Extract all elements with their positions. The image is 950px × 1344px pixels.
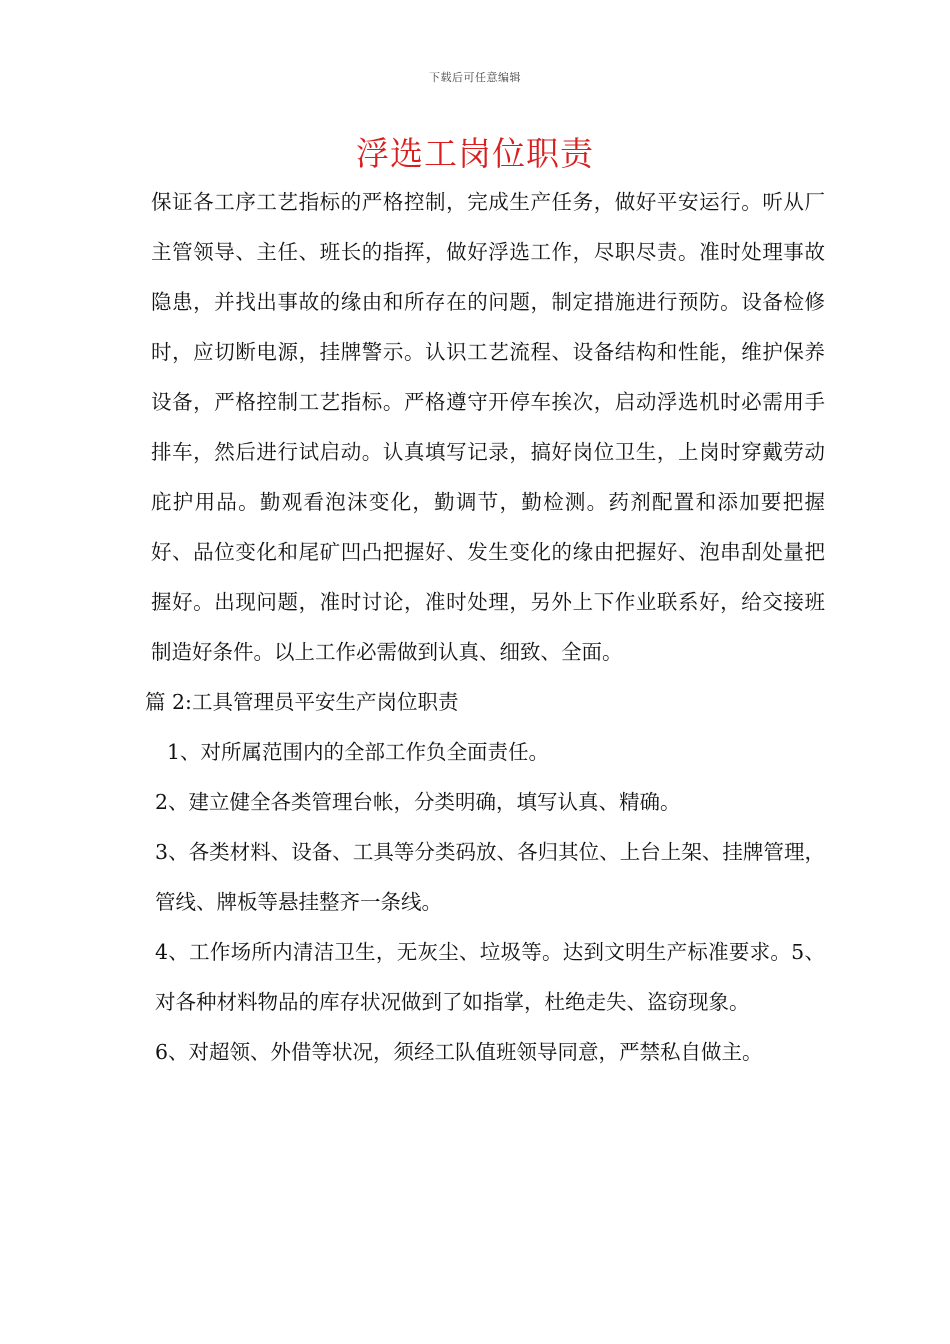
list-item: 2、建立健全各类管理台帐，分类明确，填写认真、精确。: [155, 790, 681, 814]
list-item: 1、对所属范围内的全部工作负全面责任。: [167, 740, 550, 764]
list-item: 6、对超领、外借等状况，须经工队值班领导同意，严禁私自做主。: [155, 1040, 763, 1064]
list-item: 4、工作场所内清洁卫生，无灰尘、垃圾等。达到文明生产标准要求。5、对各种材料物品的库存状况做到了如指掌，杜绝走失、盗窃现象。: [155, 940, 825, 1014]
document-title: 浮选工岗位职责: [356, 134, 594, 173]
list-item: 3、各类材料、设备、工具等分类码放、各归其位、上台上架、挂牌管理，管线、牌板等悬挂整齐一条线。: [155, 840, 825, 914]
paragraph-main: 保证各工序工艺指标的严格控制，完成生产任务，做好平安运行。听从厂主管领导、主任、班长的指挥，做好浮选工作，尽职尽责。准时处理事故隐患，并找出事故的缘由和所存在的问题，制定措施进行预防。设备检修时，应切断电源，挂牌警示。认识工艺流程、设备结构和性能，维护保养设备，严格控制工艺指标。严格遵守开停车挨次，启动浮选机时必需用手排车，然后进行试启动。认真填写记录，搞好岗位卫生，上岗时穿戴劳动庇护用品。勤观看泡沫变化，勤调节，勤检测。药剂配置和添加要把握好、品位变化和尾矿凹凸把握好、发生变化的缘由把握好、泡串刮处量把握好。出现问题，准时讨论，准时处理，另外上下作业联系好，给交接班制造好条件。以上工作必需做到认真、细致、全面。: [151, 190, 825, 664]
document-body: [145, 177, 825, 1077]
header-note: 下载后可任意编辑: [429, 71, 521, 84]
section-heading: 篇 2:工具管理员平安生产岗位职责: [145, 690, 459, 714]
